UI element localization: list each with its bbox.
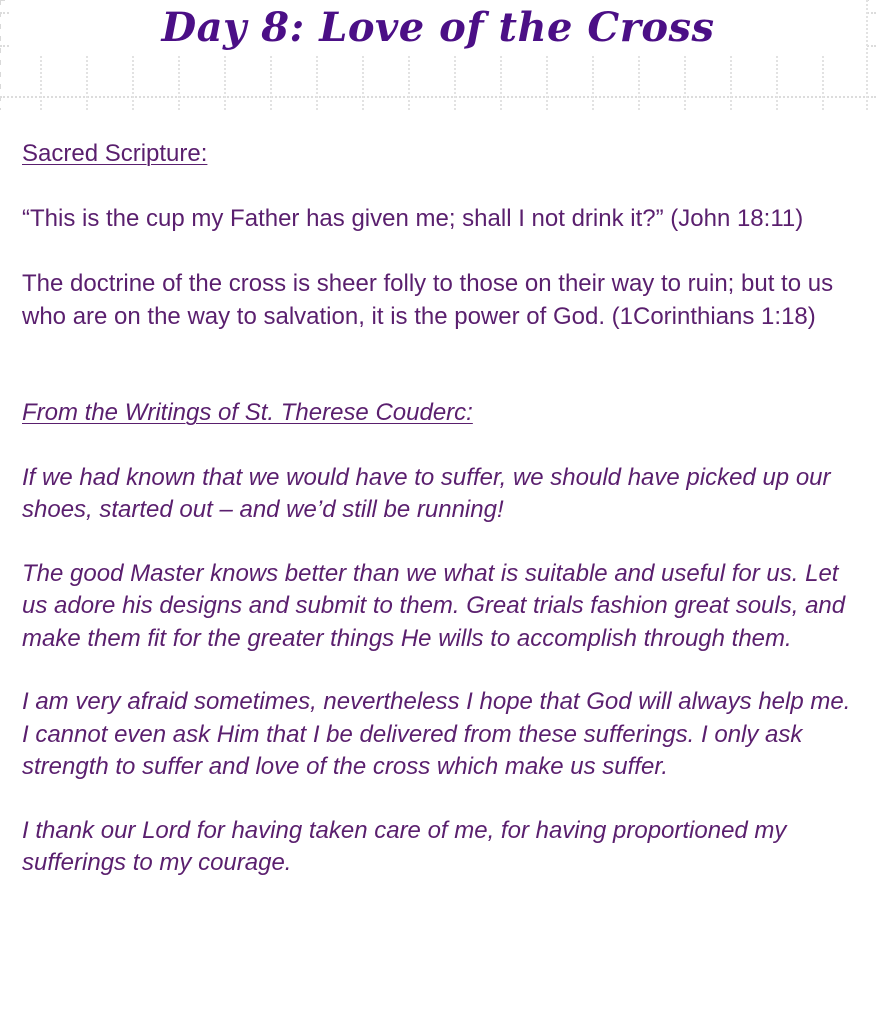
writings-paragraph: If we had known that we would have to suffer, we should have picked up our shoes, started out – and we’d still be running! xyxy=(22,463,831,523)
document-body xyxy=(22,138,862,880)
writings-paragraph: I am very afraid sometimes, nevertheless I hope that God will always help me. I cannot even ask Him that I be delivered from these sufferings. I only ask strength to suffer and love of the cross which make us suffer. xyxy=(22,688,851,780)
page-title xyxy=(10,0,866,56)
grid-line xyxy=(866,0,868,110)
scripture-verse-john: “This is the cup my Father has given me; shall I not drink it?” (John 18:11) xyxy=(22,204,804,232)
scripture-verse-corinthians: The doctrine of the cross is sheer folly to those on their way to ruin; but to us who are on the way to salvation, it is the power of God. (1Corinthians 1:18) xyxy=(22,270,834,330)
scripture-heading: Sacred Scripture: xyxy=(22,140,208,167)
writings-paragraph: The good Master knows better than we what is suitable and useful for us. Let us adore his designs and submit to them. Great trials fashion great souls, and make them fit for the greater things He wills to accomplish through them. xyxy=(22,559,846,652)
page-title-text: Day 8: Love of the Cross xyxy=(155,0,720,56)
writings-paragraph: I thank our Lord for having taken care of me, for having proportioned my sufferings to my courage. xyxy=(22,816,787,876)
writings-heading: From the Writings of St. Therese Couderc: xyxy=(22,399,473,426)
